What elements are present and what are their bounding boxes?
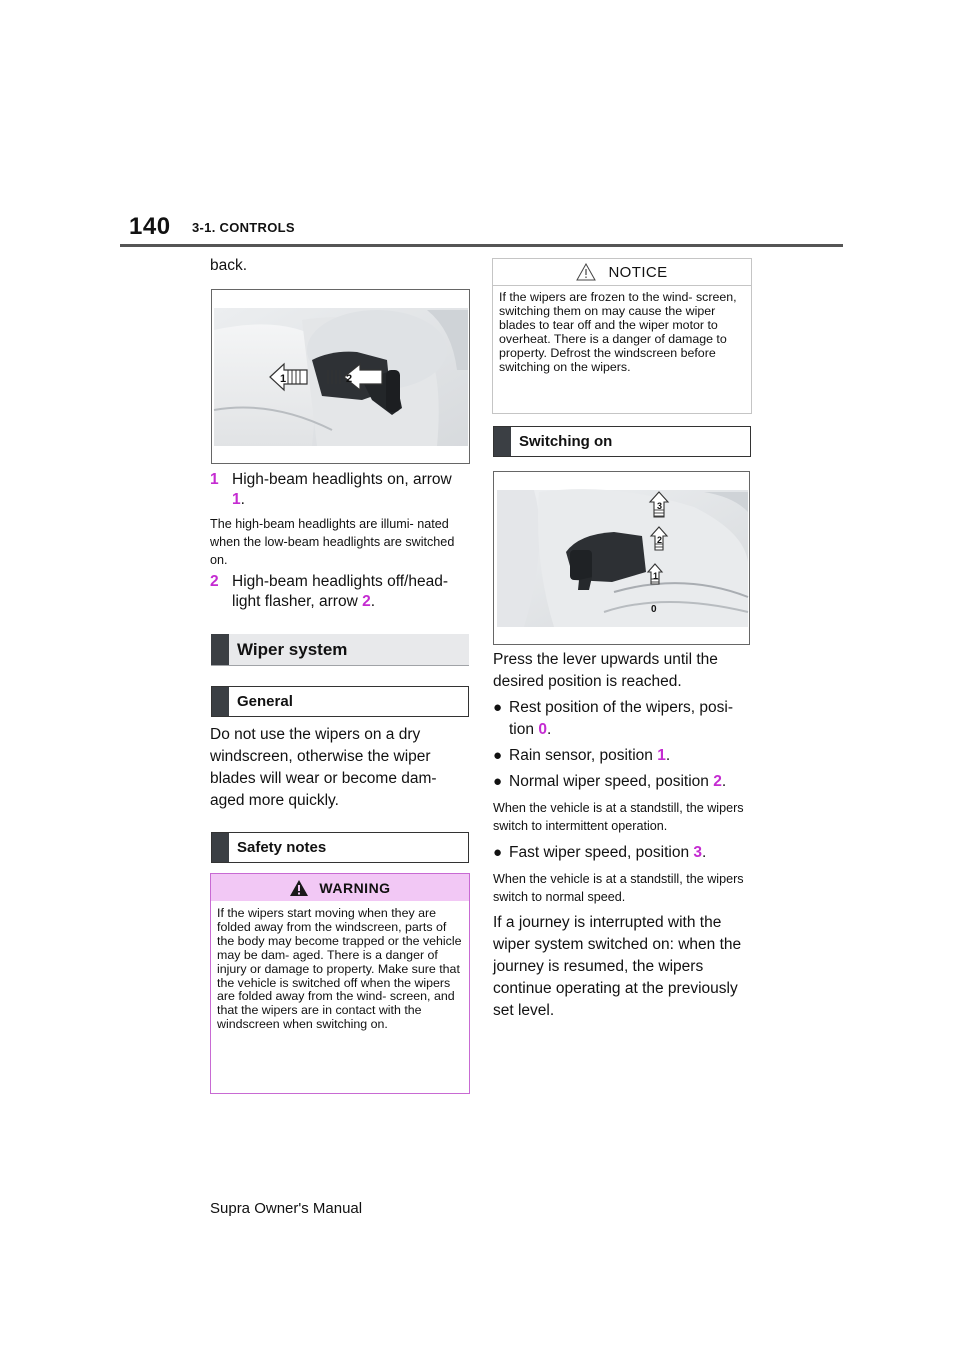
intro-text: back. xyxy=(210,257,248,274)
notice-box xyxy=(492,258,752,414)
item-text: High-beam headlights off/head- light flasher, arrow xyxy=(232,573,448,610)
arrow-ref: 1 xyxy=(232,491,241,508)
bullet-icon: ● xyxy=(493,747,503,764)
position-ref: 2 xyxy=(713,773,722,790)
general-text: Do not use the wipers on a dry windscreen, otherwise the wiper blades will wear or become dam- aged more quickly. xyxy=(210,726,437,809)
figure2-label-1: 1 xyxy=(653,571,659,581)
figure1-label-2: 2 xyxy=(346,373,353,385)
warning-header xyxy=(211,874,469,901)
page-number: 140 xyxy=(129,213,171,240)
figure2-label-3: 3 xyxy=(657,501,663,511)
notice-header xyxy=(493,259,751,286)
warning-triangle-icon xyxy=(289,879,309,897)
item-text: High-beam headlights on, arrow xyxy=(232,471,452,488)
position-ref: 3 xyxy=(693,844,703,861)
standstill-note-intermittent: When the vehicle is at a standstill, the wipers switch to intermittent operation. xyxy=(493,801,744,833)
notice-text: If the wipers are frozen to the wind- screen, switching them on may cause the wiper blades to tear off and the wiper motor to overheat. There is a danger of damage to property. Defrost the windscreen before switching on the wipers. xyxy=(499,290,737,374)
header-divider xyxy=(120,244,843,247)
high-beam-off-item: 2 High-beam headlights off/head- light flasher, arrow 2. xyxy=(210,573,448,610)
figure2-label-0: 0 xyxy=(651,604,657,615)
notice-title: NOTICE xyxy=(608,263,668,281)
heading-text: Switching on xyxy=(519,433,613,450)
position-ref: 1 xyxy=(657,747,666,764)
safety-notes-heading xyxy=(211,832,469,863)
item-number: 1 xyxy=(210,471,219,488)
wiper-system-heading xyxy=(211,634,469,666)
heading-marker xyxy=(212,833,229,862)
bullet-icon: ● xyxy=(493,773,503,790)
heading-text: Wiper system xyxy=(237,639,348,659)
notice-triangle-icon xyxy=(576,263,596,281)
bullet-fast-speed: ● Fast wiper speed, position 3. xyxy=(493,842,748,864)
journey-text: If a journey is interrupted with the wiper system switched on: when the journey is resumed, the wipers continue operating at the previously set level. xyxy=(493,914,742,1019)
bullet-icon: ● xyxy=(493,699,503,716)
high-beam-on-item: 1 High-beam headlights on, arrow 1. xyxy=(210,471,452,508)
heading-text: General xyxy=(237,693,293,710)
bullet-icon: ● xyxy=(493,844,503,861)
bullet-text: Fast wiper speed, position xyxy=(509,844,690,861)
bullet-text: Normal wiper speed, position xyxy=(509,773,709,790)
heading-marker xyxy=(212,687,229,716)
general-heading xyxy=(211,686,469,717)
warning-text: If the wipers start moving when they are folded away from the windscreen, parts of the body may become trapped or the vehicle may be dam- aged. There is a danger of injury or damage to property. Make sure that the vehicle is switched off when the wipers are folded away from the wind- screen, and that the wipers are in contact with the windscreen when switching on. xyxy=(217,906,462,1032)
bullet-rest-position: ● Rest position of the wipers, posi- tion 0. xyxy=(493,699,733,738)
figure1-label-1: 1 xyxy=(280,373,287,385)
high-beam-lever-illustration xyxy=(212,290,469,463)
bullet-normal-speed: ● Normal wiper speed, position 2. xyxy=(493,771,748,793)
heading-text: Safety notes xyxy=(237,839,327,856)
figure2-label-2: 2 xyxy=(657,535,663,545)
bullet-rain-sensor: ● Rain sensor, position 1. xyxy=(493,745,748,767)
section-title: 3-1. CONTROLS xyxy=(192,220,295,235)
heading-marker xyxy=(211,634,229,665)
high-beam-note: The high-beam headlights are illumi- nated when the low-beam headlights are switched on. xyxy=(210,517,455,567)
bullet-text: Rain sensor, position xyxy=(509,747,653,764)
wiper-lever-illustration xyxy=(494,472,749,644)
standstill-note-normal: When the vehicle is at a standstill, the wipers switch to normal speed. xyxy=(493,872,744,904)
heading-marker xyxy=(494,427,511,456)
high-beam-lever-figure xyxy=(211,289,470,464)
position-ref: 0 xyxy=(538,721,547,738)
arrow-ref: 2 xyxy=(362,593,371,610)
switching-on-heading xyxy=(493,426,751,457)
wiper-lever-figure xyxy=(493,471,750,645)
warning-box xyxy=(210,873,470,1094)
bullet-text: Rest position of the wipers, posi- tion xyxy=(509,699,733,738)
press-lever-text: Press the lever upwards until the desired position is reached. xyxy=(493,651,718,690)
footer-manual-title: Supra Owner's Manual xyxy=(210,1200,363,1217)
warning-title: WARNING xyxy=(319,879,391,896)
item-number: 2 xyxy=(210,573,219,590)
